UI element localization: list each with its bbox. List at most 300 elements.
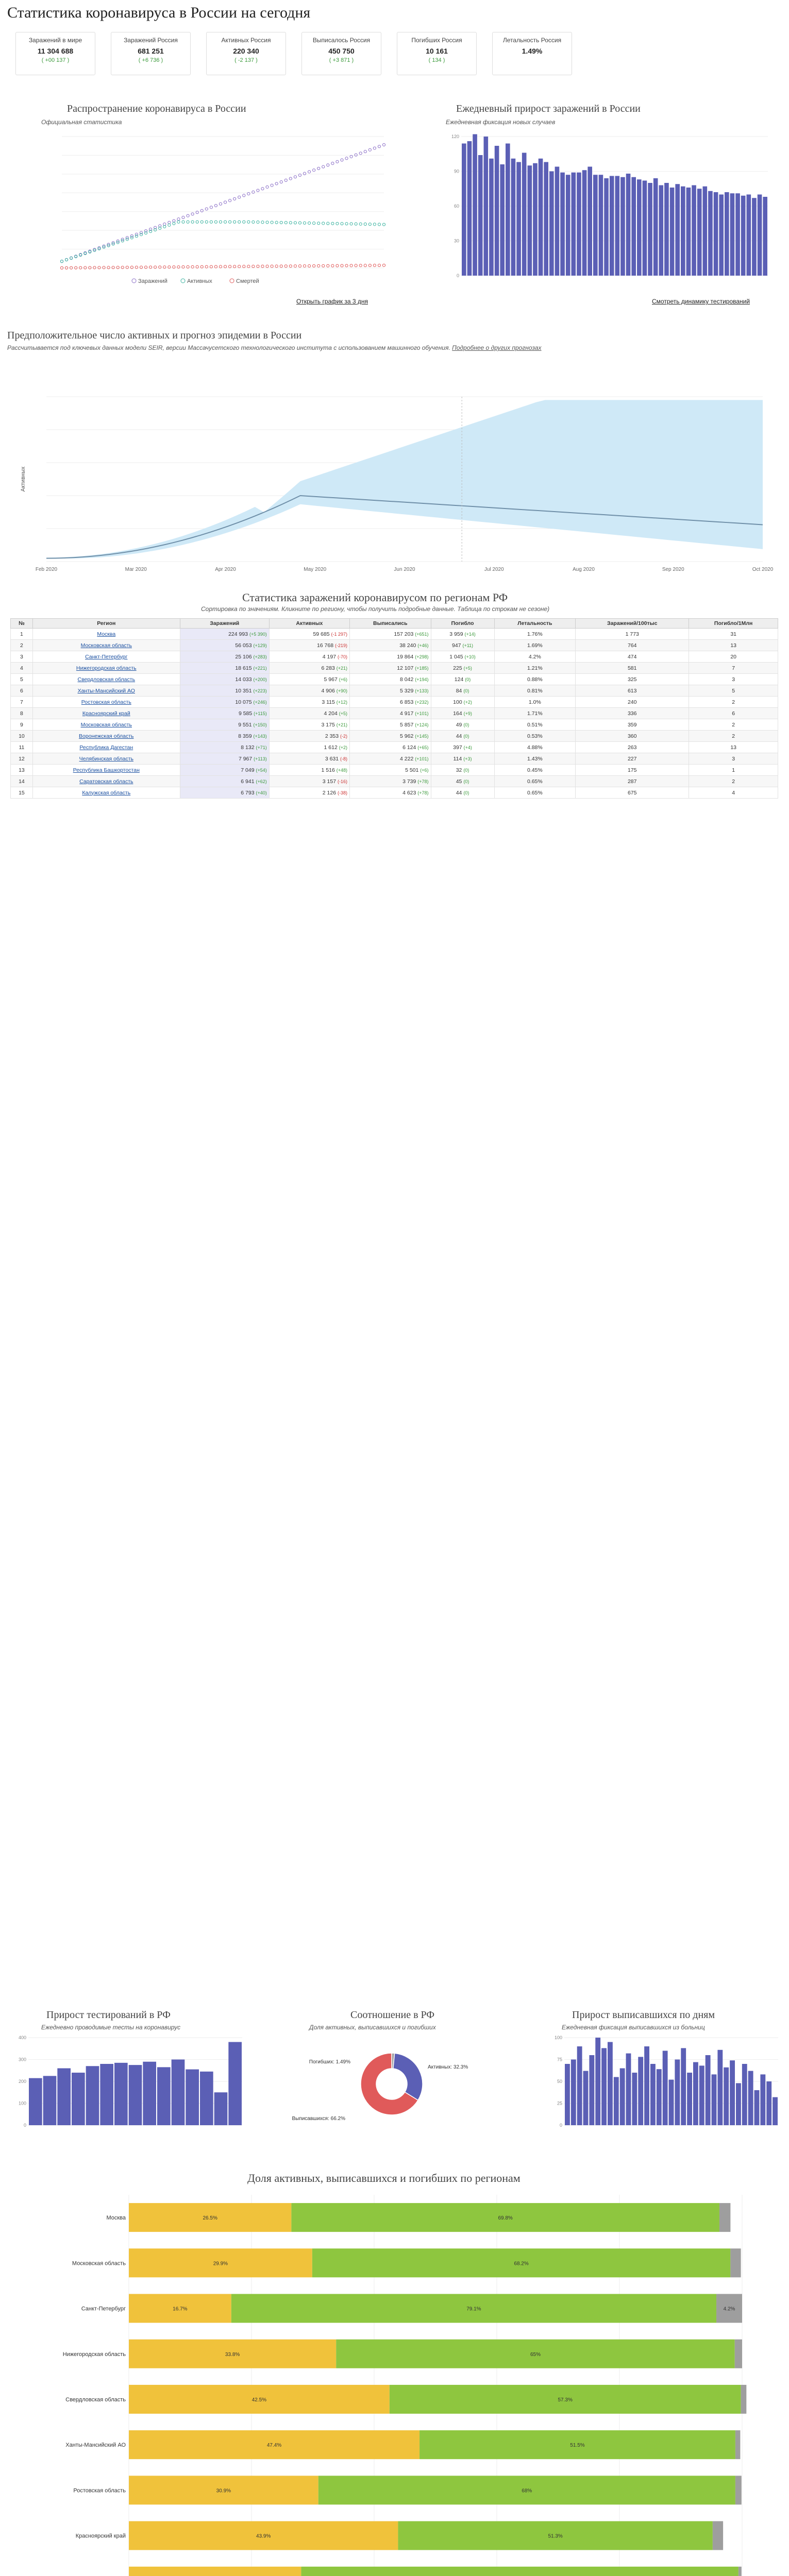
table-header-cell[interactable]: Активных bbox=[269, 619, 349, 629]
spread-point bbox=[144, 266, 147, 268]
table-header-cell[interactable]: Погибло bbox=[431, 619, 494, 629]
bar bbox=[587, 167, 592, 276]
table-cell[interactable] bbox=[32, 674, 180, 685]
spread-point bbox=[257, 221, 259, 223]
cell-value: 12 107 bbox=[397, 665, 414, 671]
cell-value: 8 bbox=[20, 710, 23, 717]
cell-value: 18 615 bbox=[235, 665, 252, 671]
cell-delta: (+145) bbox=[415, 733, 429, 739]
cell-value: 4 197 bbox=[322, 653, 337, 660]
bar bbox=[589, 2055, 594, 2125]
spread-point bbox=[359, 152, 362, 155]
cell-delta: (+232) bbox=[415, 699, 429, 705]
cell-value: 0.51% bbox=[527, 721, 543, 728]
regions-subtitle: Сортировка по значениям. Кликните по региону, чтобы получить подробные данные. Таблица по строкам не сезоне) bbox=[201, 605, 550, 613]
cell-delta: (+62) bbox=[256, 778, 267, 784]
spread-point bbox=[257, 189, 259, 192]
cell-value: 16 768 bbox=[316, 642, 334, 649]
spread-point bbox=[313, 222, 315, 225]
table-cell bbox=[689, 787, 778, 799]
table-cell bbox=[269, 765, 349, 776]
bar bbox=[228, 2042, 242, 2126]
spread-point bbox=[130, 236, 133, 239]
stat-card bbox=[111, 32, 191, 75]
table-cell bbox=[269, 674, 349, 685]
cell-value: 0.45% bbox=[527, 767, 543, 773]
bar bbox=[653, 178, 658, 276]
x-tick-label: May 2020 bbox=[304, 567, 327, 572]
share-value-label: 51.5% bbox=[570, 2443, 585, 2449]
spread-point bbox=[294, 265, 296, 267]
spread-point bbox=[275, 182, 278, 185]
spread-point bbox=[177, 221, 180, 223]
spread-point bbox=[103, 266, 105, 269]
table-row[interactable] bbox=[11, 776, 778, 787]
table-cell bbox=[180, 629, 269, 640]
spread-point bbox=[173, 219, 175, 222]
table-cell bbox=[494, 685, 576, 697]
share-chart bbox=[10, 2192, 773, 2576]
table-cell bbox=[431, 651, 494, 663]
bar bbox=[631, 177, 636, 276]
spread-point bbox=[214, 265, 217, 268]
spread-point bbox=[243, 265, 245, 268]
cell-delta: (0) bbox=[463, 688, 469, 693]
cell-delta: (+5) bbox=[339, 710, 348, 716]
cell-value: 0.53% bbox=[527, 733, 543, 739]
bar bbox=[143, 2062, 156, 2125]
cell-value: 5 962 bbox=[400, 733, 414, 739]
cell-value: Челябинская область bbox=[79, 755, 133, 762]
cell-value: 10 bbox=[19, 733, 25, 739]
table-cell bbox=[350, 697, 431, 708]
cell-value: 8 132 bbox=[241, 744, 255, 751]
table-row[interactable] bbox=[11, 640, 778, 651]
spread-point bbox=[327, 164, 329, 166]
table-cell bbox=[269, 697, 349, 708]
bar bbox=[549, 172, 554, 276]
bar bbox=[577, 173, 581, 276]
table-cell[interactable] bbox=[32, 640, 180, 651]
bar bbox=[699, 2065, 704, 2125]
table-cell bbox=[180, 663, 269, 674]
spread-point bbox=[224, 201, 226, 204]
share-bar-segment bbox=[735, 2340, 742, 2368]
table-row[interactable] bbox=[11, 674, 778, 685]
spread-point bbox=[65, 259, 68, 261]
table-cell[interactable] bbox=[32, 685, 180, 697]
spread-point bbox=[261, 221, 264, 224]
spread-point bbox=[210, 265, 212, 268]
bar bbox=[626, 174, 631, 276]
cell-delta: (+12) bbox=[336, 699, 348, 705]
spread-point bbox=[350, 264, 352, 267]
cell-value: 474 bbox=[627, 653, 637, 660]
cell-delta: (+5 390) bbox=[249, 631, 267, 637]
daily-title: Ежедневный прирост заражений в России bbox=[456, 103, 641, 114]
bar bbox=[763, 197, 767, 276]
table-cell[interactable] bbox=[32, 731, 180, 742]
cell-delta: (-8) bbox=[340, 756, 348, 761]
cell-delta: (+133) bbox=[415, 688, 429, 693]
table-cell bbox=[11, 697, 33, 708]
spread-point bbox=[378, 264, 380, 266]
table-header-cell[interactable]: Заражений bbox=[180, 619, 269, 629]
cell-value: Калужская область bbox=[82, 789, 131, 796]
bar bbox=[555, 167, 560, 276]
cell-delta: (+101) bbox=[415, 710, 429, 716]
cell-value: 175 bbox=[627, 767, 637, 773]
bar bbox=[648, 183, 652, 276]
cell-value: 13 bbox=[730, 744, 736, 751]
stat-value: 681 251 bbox=[138, 47, 164, 55]
cell-value: 1.21% bbox=[527, 665, 543, 671]
legend-marker bbox=[230, 279, 234, 283]
table-cell bbox=[494, 640, 576, 651]
bar bbox=[478, 155, 483, 276]
spread-point bbox=[331, 162, 334, 164]
table-header-cell[interactable]: Летальность bbox=[494, 619, 576, 629]
stat-cards bbox=[15, 32, 778, 75]
bar bbox=[714, 192, 718, 276]
daily-subtitle: Ежедневная фиксация новых случаев bbox=[446, 118, 556, 126]
spread-point bbox=[327, 264, 329, 267]
table-cell bbox=[11, 651, 33, 663]
cell-value: 397 bbox=[453, 744, 462, 751]
bar bbox=[620, 2069, 625, 2126]
table-cell bbox=[576, 776, 689, 787]
table-cell bbox=[689, 674, 778, 685]
spread-point bbox=[275, 221, 278, 224]
cell-value: 7 bbox=[732, 665, 735, 671]
table-cell bbox=[269, 651, 349, 663]
spread-point bbox=[280, 221, 282, 224]
cell-value: 12 bbox=[19, 755, 25, 762]
table-cell bbox=[180, 719, 269, 731]
cell-value: 3 bbox=[20, 653, 23, 660]
bar bbox=[703, 187, 708, 276]
bar bbox=[730, 193, 735, 276]
cell-delta: (+40) bbox=[256, 790, 267, 795]
spread-point bbox=[247, 265, 250, 267]
recovered-chart bbox=[546, 2032, 783, 2136]
stat-value: 11 304 688 bbox=[37, 47, 74, 55]
bar bbox=[560, 173, 565, 276]
y-tick-label: 0 bbox=[23, 2123, 26, 2128]
table-cell[interactable] bbox=[32, 742, 180, 753]
table-cell bbox=[11, 742, 33, 753]
page-title: Статистика коронавируса в России на сегодня bbox=[7, 4, 311, 21]
spread-point bbox=[308, 222, 310, 224]
cell-value: 8 042 bbox=[400, 676, 414, 683]
share-value-label: 79.1% bbox=[466, 2306, 481, 2312]
cell-value: 9 bbox=[20, 721, 23, 728]
spread-point bbox=[187, 214, 189, 217]
table-cell bbox=[11, 765, 33, 776]
cell-value: 224 993 bbox=[228, 631, 248, 637]
bar bbox=[565, 2064, 570, 2125]
bar bbox=[626, 2054, 631, 2125]
table-cell bbox=[689, 765, 778, 776]
table-row[interactable] bbox=[11, 742, 778, 753]
share-region-label: Красноярский край bbox=[75, 2533, 126, 2539]
spread-point bbox=[228, 199, 231, 202]
spread-point bbox=[228, 221, 231, 223]
cell-delta: (+6) bbox=[339, 676, 348, 682]
y-tick-label: 0 bbox=[456, 273, 459, 278]
table-cell bbox=[494, 697, 576, 708]
table-cell bbox=[494, 765, 576, 776]
legend-marker bbox=[132, 279, 136, 283]
cell-value: 5 bbox=[732, 687, 735, 694]
cell-value: 6 bbox=[20, 687, 23, 694]
y-tick-label: 60 bbox=[454, 204, 459, 209]
table-header-cell[interactable]: Заражений/100тыс bbox=[576, 619, 689, 629]
cell-delta: (-1 297) bbox=[331, 631, 348, 637]
bar bbox=[663, 2051, 668, 2126]
x-tick-label: Jul 2020 bbox=[484, 567, 504, 572]
share-bar-segment bbox=[129, 2567, 301, 2576]
bar bbox=[473, 134, 477, 276]
table-cell bbox=[689, 742, 778, 753]
spread-point bbox=[233, 265, 236, 268]
spread-point bbox=[233, 197, 236, 200]
spread-point bbox=[140, 266, 142, 268]
table-row[interactable] bbox=[11, 787, 778, 799]
table-row[interactable] bbox=[11, 697, 778, 708]
table-cell bbox=[689, 708, 778, 719]
table-cell[interactable] bbox=[32, 776, 180, 787]
cell-value: 947 bbox=[452, 642, 461, 649]
daily-link[interactable]: Смотреть динамику тестирований bbox=[652, 298, 750, 305]
stat-card bbox=[301, 32, 381, 75]
table-cell bbox=[689, 731, 778, 742]
table-cell bbox=[576, 674, 689, 685]
spread-point bbox=[345, 264, 348, 267]
cell-value: 1 bbox=[732, 767, 735, 773]
cell-value: 14 bbox=[19, 778, 25, 785]
spread-point bbox=[284, 179, 287, 181]
bar bbox=[595, 2038, 600, 2125]
stat-card bbox=[397, 32, 477, 75]
table-cell bbox=[269, 640, 349, 651]
spread-point bbox=[219, 221, 222, 223]
cell-delta: (0) bbox=[463, 722, 469, 727]
spread-point bbox=[280, 181, 282, 183]
cell-value: 0.65% bbox=[527, 789, 543, 796]
spread-point bbox=[303, 172, 306, 175]
spread-point bbox=[60, 260, 63, 263]
cell-value: 5 857 bbox=[400, 721, 414, 728]
stat-delta: ( +00 137 ) bbox=[41, 57, 70, 63]
cell-value: 1 045 bbox=[449, 653, 463, 660]
cell-value: 1 bbox=[20, 631, 23, 637]
cell-value: 4 906 bbox=[321, 687, 335, 694]
cell-value: Санкт-Петербург bbox=[85, 653, 128, 660]
table-cell[interactable] bbox=[32, 765, 180, 776]
table-cell bbox=[269, 776, 349, 787]
cell-value: 11 bbox=[19, 744, 25, 751]
bar bbox=[681, 187, 685, 276]
y-tick-label: 0 bbox=[559, 2123, 562, 2128]
table-cell[interactable] bbox=[32, 697, 180, 708]
cell-value: 6 124 bbox=[402, 744, 416, 751]
bar bbox=[620, 177, 625, 276]
spread-point bbox=[368, 223, 371, 226]
spread-point bbox=[238, 265, 241, 268]
cell-value: 2 bbox=[732, 699, 735, 705]
spread-point bbox=[364, 264, 366, 267]
table-row[interactable] bbox=[11, 753, 778, 765]
bar bbox=[214, 2092, 228, 2125]
table-cell bbox=[431, 742, 494, 753]
cell-value: 2 353 bbox=[325, 733, 339, 739]
cell-value: 1 773 bbox=[625, 631, 639, 637]
table-cell[interactable] bbox=[32, 629, 180, 640]
table-header-cell[interactable]: Погибло/1Млн bbox=[689, 619, 778, 629]
cell-value: 225 bbox=[453, 665, 462, 671]
cell-delta: (+129) bbox=[253, 642, 267, 648]
table-cell[interactable] bbox=[32, 663, 180, 674]
spread-point bbox=[368, 148, 371, 151]
cell-value: 38 240 bbox=[399, 642, 416, 649]
table-cell bbox=[576, 719, 689, 731]
cell-value: 240 bbox=[627, 699, 637, 705]
table-cell bbox=[180, 753, 269, 765]
bar bbox=[539, 159, 543, 276]
table-header-cell[interactable]: № bbox=[11, 619, 33, 629]
forecast-band bbox=[46, 400, 763, 558]
y-tick-label: 25 bbox=[557, 2100, 562, 2106]
table-cell bbox=[269, 742, 349, 753]
table-cell bbox=[494, 663, 576, 674]
spread-point bbox=[303, 222, 306, 224]
cell-value: 13 bbox=[730, 642, 736, 649]
spread-point bbox=[308, 265, 310, 267]
spread-point bbox=[205, 221, 208, 223]
table-cell[interactable] bbox=[32, 753, 180, 765]
spread-point bbox=[336, 160, 339, 163]
cell-delta: (+21) bbox=[336, 665, 348, 671]
bar bbox=[675, 2060, 680, 2126]
table-header-row bbox=[11, 619, 778, 629]
stat-delta: ( -2 137 ) bbox=[234, 57, 258, 63]
table-cell bbox=[431, 674, 494, 685]
table-cell bbox=[180, 651, 269, 663]
recovered-subtitle: Ежедневная фиксация выписавшихся из больниц bbox=[562, 2024, 705, 2031]
table-cell[interactable] bbox=[32, 719, 180, 731]
cell-value: Красноярский край bbox=[82, 710, 130, 717]
table-header-cell[interactable]: Регион bbox=[32, 619, 180, 629]
spread-point bbox=[205, 208, 208, 210]
table-row[interactable] bbox=[11, 708, 778, 719]
table-cell[interactable] bbox=[32, 708, 180, 719]
spread-point bbox=[341, 223, 343, 225]
cell-value: 2 bbox=[732, 778, 735, 785]
spread-point bbox=[112, 266, 114, 269]
cell-delta: (+101) bbox=[415, 756, 429, 761]
forecast-subtitle-link[interactable]: Подробнее о других прогнозах bbox=[452, 344, 542, 351]
ratio-title: Соотношение в РФ bbox=[350, 2009, 435, 2021]
table-cell bbox=[180, 708, 269, 719]
spread-point bbox=[289, 177, 292, 180]
cell-value: 263 bbox=[627, 744, 637, 751]
cell-value: 4 623 bbox=[402, 789, 416, 796]
table-cell bbox=[576, 742, 689, 753]
table-cell bbox=[180, 731, 269, 742]
cell-value: 3 631 bbox=[325, 755, 339, 762]
cell-value: 3 175 bbox=[321, 721, 335, 728]
x-tick-label: Jun 2020 bbox=[394, 567, 415, 572]
spread-link[interactable]: Открыть график за 3 дня bbox=[296, 298, 368, 305]
bar bbox=[681, 2048, 686, 2125]
pie-label: Погибших: 1.49% bbox=[309, 2059, 350, 2065]
table-cell bbox=[689, 719, 778, 731]
table-cell bbox=[431, 663, 494, 674]
spread-point bbox=[140, 233, 142, 236]
table-row[interactable] bbox=[11, 685, 778, 697]
table-row[interactable] bbox=[11, 719, 778, 731]
spread-point bbox=[173, 222, 175, 225]
spread-point bbox=[345, 223, 348, 225]
table-row[interactable] bbox=[11, 663, 778, 674]
spread-point bbox=[219, 202, 222, 205]
spread-point bbox=[177, 218, 180, 221]
share-bar-segment bbox=[735, 2430, 741, 2459]
stat-label: Активных Россия bbox=[221, 37, 271, 44]
cell-value: 325 bbox=[627, 676, 637, 683]
cell-value: 3 959 bbox=[449, 631, 463, 637]
table-cell bbox=[350, 765, 431, 776]
table-row[interactable] bbox=[11, 765, 778, 776]
share-region-label: Санкт-Петербург bbox=[81, 2306, 126, 2312]
table-cell bbox=[350, 708, 431, 719]
cell-delta: (+115) bbox=[254, 710, 267, 716]
table-cell bbox=[576, 663, 689, 674]
table-cell[interactable] bbox=[32, 787, 180, 799]
cell-delta: (+185) bbox=[415, 665, 429, 671]
bar bbox=[566, 175, 570, 276]
bar bbox=[686, 188, 691, 276]
forecast-subtitle: Рассчитывается под ключевых данных модели SEIR, версии Массачусетского технологического института с использованием машинного обучения. Подробнее о других прогнозах bbox=[7, 344, 542, 351]
cell-delta: (0) bbox=[463, 790, 469, 795]
table-cell[interactable] bbox=[32, 651, 180, 663]
table-cell bbox=[689, 776, 778, 787]
spread-point bbox=[355, 223, 357, 225]
spread-point bbox=[214, 221, 217, 223]
cell-value: 675 bbox=[627, 789, 637, 796]
cell-value: 19 864 bbox=[397, 653, 414, 660]
table-row[interactable] bbox=[11, 629, 778, 640]
spread-point bbox=[350, 223, 352, 225]
table-row[interactable] bbox=[11, 651, 778, 663]
cell-value: 1 612 bbox=[324, 744, 338, 751]
table-cell bbox=[494, 742, 576, 753]
table-cell bbox=[431, 640, 494, 651]
table-cell bbox=[494, 753, 576, 765]
bar bbox=[601, 2048, 607, 2125]
table-cell bbox=[11, 719, 33, 731]
table-row[interactable] bbox=[11, 731, 778, 742]
table-header-cell[interactable]: Выписались bbox=[350, 619, 431, 629]
cell-value: 114 bbox=[453, 755, 462, 762]
x-tick-label: Oct 2020 bbox=[752, 567, 773, 572]
spread-point bbox=[214, 204, 217, 207]
bar bbox=[200, 2072, 213, 2125]
spread-point bbox=[210, 206, 212, 209]
cell-value: 336 bbox=[627, 710, 637, 717]
spread-point bbox=[382, 143, 385, 146]
